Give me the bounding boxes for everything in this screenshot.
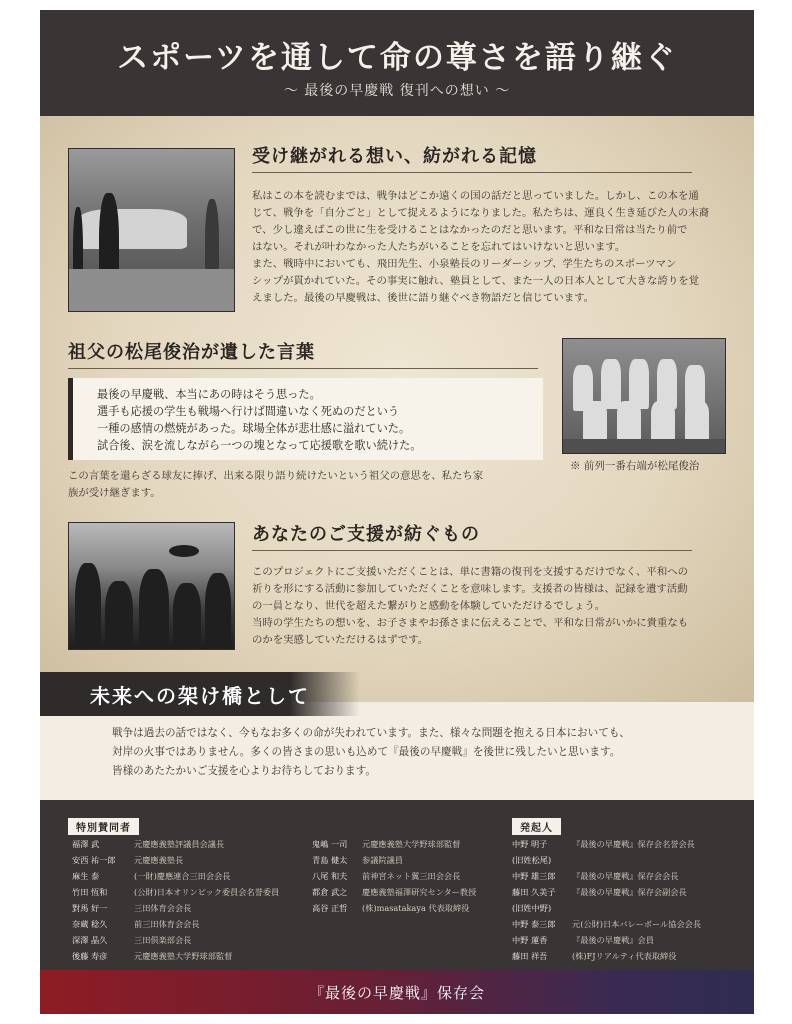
supporter-row: 竹田 恆和 (公財)日本オリンピック委員会名誉委員 xyxy=(72,887,280,897)
main-content xyxy=(40,116,754,702)
section3-heading: あなたのご支援が紡ぐもの xyxy=(252,524,480,545)
section1-text: 私はこの本を読むまでは、戦争はどこか遠くの国の話だと思っていました。しかし、この本を通 じて、戦争を「自分ごと」として捉えるようになりました。私たちは、運良く生き延びた人の末裔 で、少し違えばこの世に生を受けることはなかったのだと思います。平和な日常は当たり前で はない。それが叶わなかった人たちがいることを忘れてはいけないと思います。 また、戦時中においても、飛田先生、小泉塾長のリーダーシップ、学生たちのスポーツマン シップが貫かれていた。その事実に触れ、塾員として、また一人の日本人として大きな誇りを覚 えました。最後の早慶戦は、後世に語り継ぐべき物語だと信じています。 xyxy=(252,190,709,304)
supporter-row: 麻生 泰 (一財)慶應連合三田会会長 xyxy=(72,871,231,881)
founder-row: 中野 蓮香 『最後の早慶戦』会員 xyxy=(512,935,654,945)
supporter-row: 高谷 正哲 (株)masatakaya 代表取締役 xyxy=(312,903,470,913)
supporters-column-1 xyxy=(72,836,279,964)
founders-label: 発起人 xyxy=(512,818,561,835)
supporter-row: 對馬 好一 三田体育会会長 xyxy=(72,903,192,913)
page-subtitle: ～ 最後の早慶戦 復刊への想い ～ xyxy=(283,83,511,99)
supporter-row: 後藤 寿彦 元慶應義塾大学野球部監督 xyxy=(72,951,233,961)
founder-row: (旧姓松尾) xyxy=(512,855,552,865)
section1-divider xyxy=(252,172,692,173)
supporter-row: 福澤 武 元慶應義塾評議員会議長 xyxy=(72,839,225,849)
supporters-section xyxy=(40,800,754,970)
section3-text: このプロジェクトにご支援いただくことは、単に書籍の復刊を支援するだけでなく、平和への 祈りを形にする活動に参加していただくことを意味します。支援者の皆様は、記録を遺す活動 の一員となり、世代を超えた繋がりと感動を体験していただけるでしょう。 当時の学生たちの想いを、お子さまやお孫さまに伝えることで、平和な日常がいかに貴重なも のかを実感していただけるはずです。 xyxy=(252,566,689,646)
organization-name: 『最後の早慶戦』保存会 xyxy=(308,984,485,1002)
founder-row: 中野 泰三郎 元(公財)日本バレーボール協会会長 xyxy=(512,919,702,929)
founder-row: (旧姓中野) xyxy=(512,903,552,913)
founders-column xyxy=(512,836,701,964)
supporter-row: 深澤 晶久 三田倶楽部会長 xyxy=(72,935,192,945)
closing-section xyxy=(40,684,754,800)
supporter-row: 奈蔵 稔久 前三田体育会会長 xyxy=(72,919,200,929)
footer xyxy=(40,970,754,1014)
grandfather-quote: 最後の早慶戦、本当にあの時はそう思った。 選手も応援の学生も戦場へ行けば間違いなく死ぬのだという 一種の感情の燃焼があった。球場全体が悲壮感に溢れていた。 試合後、涙を流しながら一つの塊となって応援歌を歌い続けた。 xyxy=(68,378,543,460)
supporters-column-2 xyxy=(312,836,476,916)
section2-text: この言葉を還らざる球友に捧げ、出来る限り語り続けたいという祖父の意思を、私たち家 族が受け継ぎます。 xyxy=(68,470,484,499)
team-photo-caption: ※ 前列一番右端が松尾俊治 xyxy=(570,460,700,472)
founder-row: 中野 雄三郎 『最後の早慶戦』保存会会長 xyxy=(512,871,679,881)
supporter-row: 鬼嶋 一司 元慶應義塾大学野球部監督 xyxy=(312,839,461,849)
supporter-row: 八尾 和夫 前神宮ネット翼三田会会長 xyxy=(312,871,461,881)
founder-row: 藤田 祥吾 (株)FJリアルティ代表取締役 xyxy=(512,951,677,961)
header xyxy=(40,10,754,116)
page-title: スポーツを通して命の尊さを語り継ぐ xyxy=(117,40,677,76)
special-supporters-label: 特別賛同者 xyxy=(68,818,139,835)
section2-heading: 祖父の松尾俊治が遺した言葉 xyxy=(68,342,315,363)
team-photo xyxy=(562,338,726,454)
flyer xyxy=(40,10,754,1014)
section2-divider xyxy=(68,368,538,369)
founder-row: 中野 明子 『最後の早慶戦』保存会名誉会長 xyxy=(512,839,695,849)
supporter-row: 都倉 武之 慶應義塾福澤研究センター教授 xyxy=(312,887,477,897)
baseball-ceremony-photo xyxy=(68,148,235,312)
section1-heading: 受け継がれる想い、紡がれる記憶 xyxy=(252,146,537,167)
supporter-row: 安西 祐一郎 元慶應義塾長 xyxy=(72,855,184,865)
founder-row: 藤田 久美子 『最後の早慶戦』保存会副会長 xyxy=(512,887,687,897)
closing-banner: 未来への架け橋として xyxy=(40,672,360,716)
closing-text: 戦争は過去の話ではなく、今もなお多くの命が失われています。また、様々な問題を抱える日本においても、 対岸の火事ではありません。多くの皆さまの思いも込めて『最後の早慶戦』を後世に残したいと思います。 皆様のあたたかいご支援を心よりお待ちしております。 xyxy=(112,727,631,777)
supporter-row: 青島 健太 参議院議員 xyxy=(312,855,403,865)
section3-divider xyxy=(252,550,692,551)
cheering-crowd-photo xyxy=(68,522,235,650)
